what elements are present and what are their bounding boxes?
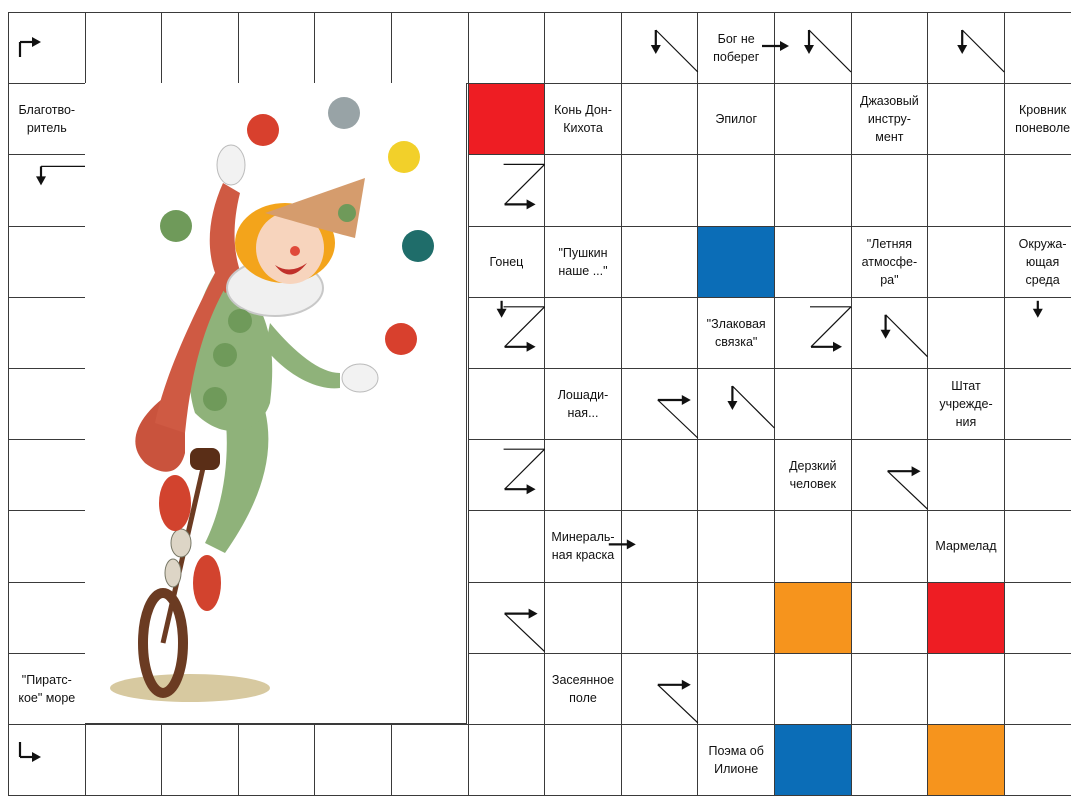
clown-nose (290, 246, 300, 256)
clue-cell-zlakovaya-svyazka (697, 297, 775, 369)
right-hand (342, 364, 378, 392)
juggling-ball-red (247, 114, 279, 146)
clue-text: Конь Дон- Кихота (554, 103, 612, 136)
right-arm (265, 323, 340, 388)
clue-text: Поэма об Илионе (708, 744, 764, 777)
shoe (159, 475, 191, 531)
clue-text: "Летняя атмосфе- ра" (861, 236, 918, 287)
answer-cell[interactable] (8, 582, 86, 654)
clue-cell-gonets (468, 226, 546, 298)
answer-cell[interactable] (85, 724, 163, 796)
answer-cell[interactable] (8, 368, 86, 440)
unicycle-seat (190, 448, 220, 470)
answer-cell[interactable] (851, 12, 929, 84)
answer-cell[interactable] (621, 582, 699, 654)
answer-cell[interactable] (391, 724, 469, 796)
answer-cell[interactable] (621, 724, 699, 796)
answer-cell[interactable] (851, 724, 929, 796)
answer-cell[interactable] (621, 226, 699, 298)
clue-cell-derzkiy-chelovek (774, 439, 852, 511)
answer-cell[interactable] (927, 653, 1005, 725)
clue-text: Штат учрежде- ния (939, 379, 993, 430)
answer-cell[interactable] (851, 297, 929, 369)
answer-cell[interactable] (544, 154, 622, 226)
illustration-area (85, 83, 467, 724)
answer-cell[interactable] (391, 12, 469, 84)
answer-cell[interactable] (621, 12, 699, 84)
clue-text: Бог не поберег (713, 32, 760, 65)
answer-cell[interactable] (774, 510, 852, 582)
answer-cell[interactable] (774, 297, 852, 369)
answer-cell[interactable] (8, 439, 86, 511)
answer-cell[interactable] (161, 12, 239, 84)
clue-cell-krovnik-ponevole (1004, 83, 1071, 155)
clue-text: Благотво- ритель (18, 103, 76, 136)
answer-cell[interactable] (468, 154, 546, 226)
costume-button (203, 387, 227, 411)
clue-text: Засеянное поле (551, 672, 615, 705)
answer-cell[interactable] (468, 439, 546, 511)
raised-hand (217, 145, 245, 185)
answer-cell[interactable] (1004, 368, 1071, 440)
clue-text: Джазовый инстру- мент (859, 94, 919, 145)
clue-text: "Злаковая связка" (706, 316, 766, 349)
answer-cell[interactable] (774, 83, 852, 155)
clue-cell-kon-don-kihota (544, 83, 622, 155)
answer-cell[interactable] (544, 439, 622, 511)
costume-button (228, 309, 252, 333)
clue-text: Гонец (489, 254, 524, 269)
clue-cell-zasejannoe-pole (544, 653, 622, 725)
answer-cell[interactable] (1004, 724, 1071, 796)
clue-text: Мармелад (935, 539, 997, 554)
answer-cell[interactable] (851, 368, 929, 440)
answer-cell[interactable] (621, 368, 699, 440)
answer-cell[interactable] (774, 653, 852, 725)
clue-cell-shtat-uchrezhdeniya (927, 368, 1005, 440)
answer-cell[interactable] (8, 297, 86, 369)
answer-cell[interactable] (1004, 12, 1071, 84)
juggling-ball-green (160, 210, 192, 242)
answer-cell[interactable] (927, 12, 1005, 84)
answer-cell[interactable] (544, 297, 622, 369)
answer-cell[interactable] (851, 582, 929, 654)
shoe (193, 555, 221, 611)
answer-cell[interactable] (85, 12, 163, 84)
costume-button (213, 343, 237, 367)
answer-cell[interactable] (621, 653, 699, 725)
clue-text: Дерзкий человек (789, 459, 837, 492)
answer-cell[interactable] (544, 724, 622, 796)
answer-cell[interactable] (927, 226, 1005, 298)
clue-text: Эпилог (715, 112, 758, 127)
answer-cell[interactable] (697, 653, 775, 725)
hat-pompom (338, 204, 356, 222)
clue-cell-dzhazovyy-instrument (851, 83, 929, 155)
answer-cell[interactable] (314, 12, 392, 84)
clue-cell-piratskoe-more (8, 653, 86, 725)
clue-text: Кровник поневоле (1015, 103, 1071, 136)
colored-cell-blue (774, 724, 852, 796)
answer-cell[interactable] (697, 368, 775, 440)
answer-cell[interactable] (927, 154, 1005, 226)
answer-cell[interactable] (468, 582, 546, 654)
colored-cell-orange (927, 724, 1005, 796)
pedal (171, 529, 191, 557)
answer-cell[interactable] (621, 510, 699, 582)
answer-cell[interactable] (238, 12, 316, 84)
answer-cell[interactable] (927, 439, 1005, 511)
answer-cell[interactable] (697, 582, 775, 654)
answer-cell[interactable] (1004, 154, 1071, 226)
answer-cell[interactable] (238, 724, 316, 796)
clue-cell-mineralnaya-kraska (544, 510, 622, 582)
juggling-ball-teal (402, 230, 434, 262)
answer-cell[interactable] (774, 368, 852, 440)
answer-cell[interactable] (8, 724, 86, 796)
answer-cell[interactable] (851, 510, 929, 582)
colored-cell-red (927, 582, 1005, 654)
answer-cell[interactable] (774, 154, 852, 226)
answer-cell[interactable] (621, 297, 699, 369)
clue-text: "Пиратс- кое" море (18, 672, 76, 705)
colored-cell-orange (774, 582, 852, 654)
answer-cell[interactable] (8, 154, 86, 226)
clue-text: Минераль- ная краска (551, 530, 615, 563)
clue-cell-pushkin-nashe (544, 226, 622, 298)
answer-cell[interactable] (1004, 510, 1071, 582)
answer-cell[interactable] (774, 12, 852, 84)
ground-shadow (110, 674, 270, 702)
clue-cell-letnyaya-atmosfera (851, 226, 929, 298)
answer-cell[interactable] (1004, 582, 1071, 654)
answer-cell[interactable] (8, 510, 86, 582)
answer-cell[interactable] (468, 510, 546, 582)
answer-cell[interactable] (697, 510, 775, 582)
answer-cell[interactable] (697, 154, 775, 226)
answer-cell[interactable] (8, 12, 86, 84)
juggling-ball-red-2 (385, 323, 417, 355)
juggling-ball-yellow (388, 141, 420, 173)
juggling-clown-illustration (85, 83, 466, 723)
colored-cell-blue (697, 226, 775, 298)
clue-cell-marmelad (927, 510, 1005, 582)
answer-cell[interactable] (927, 297, 1005, 369)
pedal (165, 559, 181, 587)
answer-cell[interactable] (1004, 439, 1071, 511)
answer-cell[interactable] (851, 439, 929, 511)
answer-cell[interactable] (468, 724, 546, 796)
answer-cell[interactable] (621, 439, 699, 511)
clue-cell-epilog (697, 83, 775, 155)
answer-cell[interactable] (774, 226, 852, 298)
clue-text: "Пушкин наше ..." (558, 245, 608, 278)
answer-cell[interactable] (468, 653, 546, 725)
answer-cell[interactable] (851, 154, 929, 226)
clue-cell-poema-ob-ilione (697, 724, 775, 796)
colored-cell-red (468, 83, 546, 155)
clue-cell-blagotvoritel (8, 83, 86, 155)
answer-cell[interactable] (161, 724, 239, 796)
clue-cell-okruzhayuschaya-sreda (1004, 226, 1071, 298)
answer-cell[interactable] (851, 653, 929, 725)
juggling-ball-gray (328, 97, 360, 129)
answer-cell[interactable] (314, 724, 392, 796)
answer-cell[interactable] (544, 12, 622, 84)
answer-cell[interactable] (8, 226, 86, 298)
answer-cell[interactable] (697, 439, 775, 511)
clue-cell-bog-ne-pobereg (697, 12, 775, 84)
clue-text: Лошади- ная... (557, 388, 609, 421)
answer-cell[interactable] (544, 582, 622, 654)
answer-cell[interactable] (621, 83, 699, 155)
clue-text: Окружа- ющая среда (1018, 236, 1067, 287)
answer-cell[interactable] (1004, 653, 1071, 725)
clue-cell-loshadinaya (544, 368, 622, 440)
answer-cell[interactable] (927, 83, 1005, 155)
answer-cell[interactable] (1004, 297, 1071, 369)
answer-cell[interactable] (468, 297, 546, 369)
answer-cell[interactable] (468, 12, 546, 84)
answer-cell[interactable] (621, 154, 699, 226)
answer-cell[interactable] (468, 368, 546, 440)
